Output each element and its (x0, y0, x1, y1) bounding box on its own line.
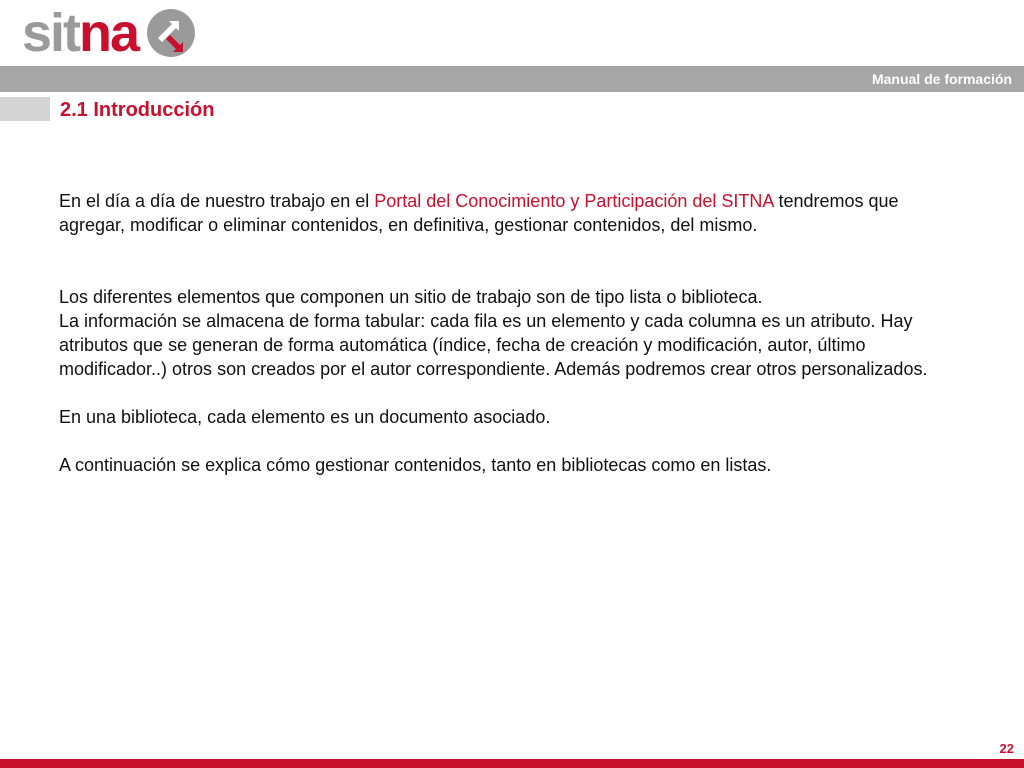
section-title: 2.1 Introducción (60, 99, 215, 121)
paragraph-elements (59, 285, 969, 381)
logo-text-grey: sit (22, 3, 80, 63)
elements-line-1: Los diferentes elementos que componen un sitio de trabajo son de tipo lista o biblioteca. (59, 287, 763, 307)
paragraph-next: A continuación se explica cómo gestionar contenidos, tanto en bibliotecas como en listas. (59, 455, 772, 475)
sitna-logo (22, 2, 196, 64)
logo-text-red: na (79, 3, 139, 63)
paragraph-intro (59, 189, 969, 237)
body-content (59, 189, 969, 477)
manual-label: Manual de formación (871, 71, 1012, 87)
section-marker (0, 97, 50, 121)
logo-wordmark (22, 3, 139, 63)
page-number: 22 (999, 741, 1014, 756)
portal-name-highlight: Portal del Conocimiento y Participación del SITNA (374, 191, 774, 211)
elements-line-2: La información se almacena de forma tabular: cada fila es un elemento y cada columna es un atributo. Hay atributos que se generan de forma automática (índice, fecha de creación y modificación, autor, último modificador..) otros son creados por el autor correspondiente. Además podremos crear otros personalizados. (59, 311, 928, 379)
paragraph-library: En una biblioteca, cada elemento es un documento asociado. (59, 407, 551, 427)
intro-text-after: tendremos que agregar, modificar o eliminar contenidos, en definitiva, gestionar contenidos, del mismo. (59, 191, 899, 235)
footer-bar (0, 759, 1024, 768)
header-bar (0, 66, 1024, 92)
sitna-arrows-logo-icon (146, 8, 196, 58)
intro-text-before: En el día a día de nuestro trabajo en el (59, 191, 375, 211)
